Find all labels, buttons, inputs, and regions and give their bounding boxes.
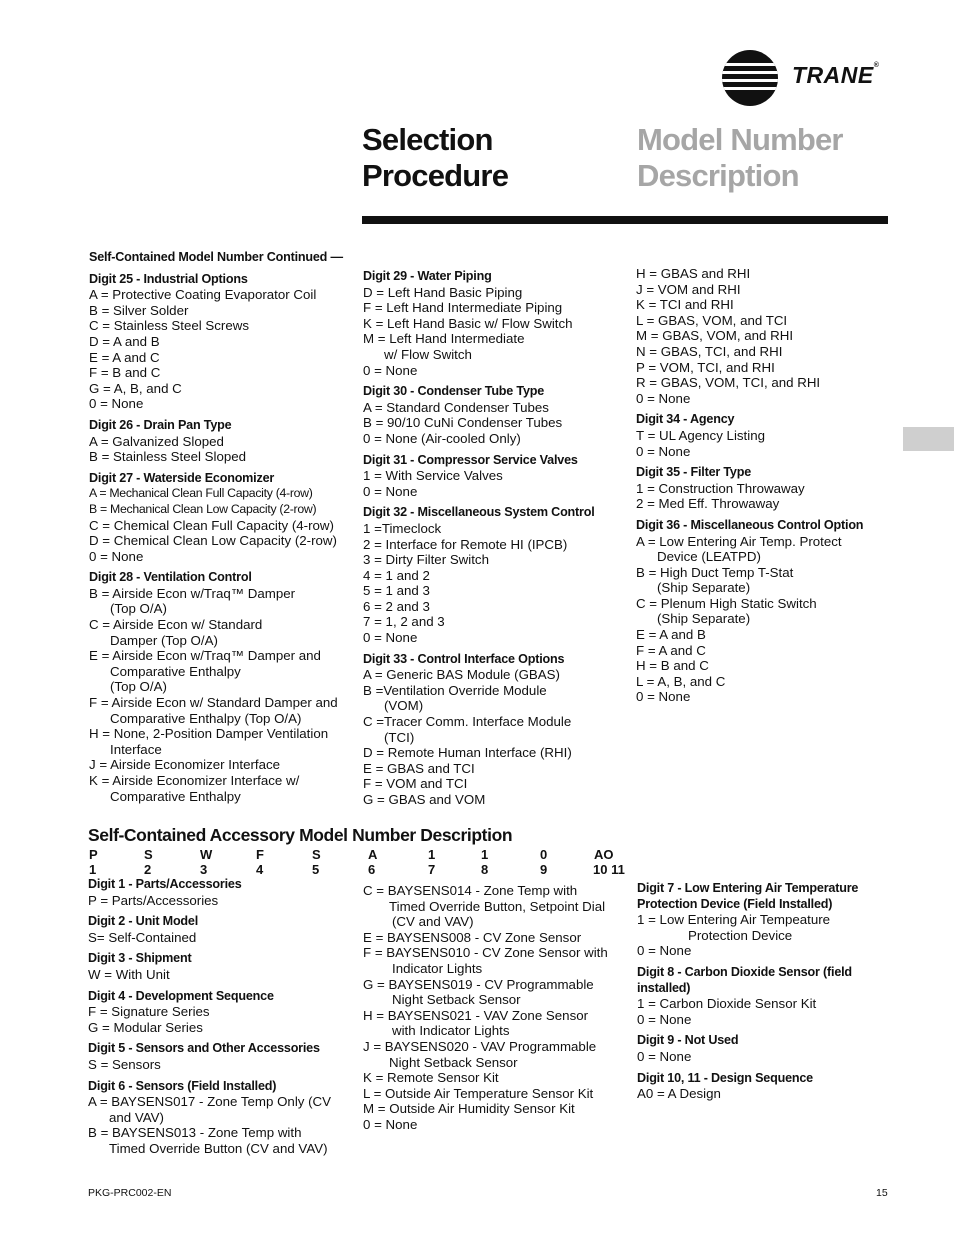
option-line: K = Left Hand Basic w/ Flow Switch [363,315,573,331]
page-title-model-number-description: Model Number Description [637,122,843,193]
model-code-letter: 1 [481,847,489,862]
digit-heading: Digit 26 - Drain Pan Type [89,417,232,432]
model-code-letter: P [89,847,98,862]
option-line: L = A, B, and C [636,673,726,689]
option-line: B = 90/10 CuNi Condenser Tubes [363,415,563,431]
footer-doc-id: PKG-PRC002-EN [88,1187,172,1199]
option-line: L = GBAS, VOM, and TCI [636,312,788,328]
digit-heading: Digit 31 - Compressor Service Valves [363,452,578,467]
option-line: 1 =Timeclock [363,520,442,536]
option-line: C = Stainless Steel Screws [89,318,249,334]
option-line: w/ Flow Switch [384,346,472,362]
accessory-section-title: Self-Contained Accessory Model Number Description [88,825,513,845]
option-line: Night Setback Sensor [392,992,521,1008]
option-line: F = Signature Series [88,1004,210,1020]
option-line: C =Tracer Comm. Interface Module [363,714,572,730]
option-line: A0 = A Design [637,1086,721,1102]
option-line: F = B and C [89,365,161,381]
section-tab-marker [903,427,954,451]
option-line: 1 = Carbon Dioxide Sensor Kit [637,996,817,1012]
option-line: 6 = 2 and 3 [363,598,430,614]
model-code-letter: AO [594,847,614,862]
option-line: Protection Device [688,927,793,943]
digit-heading: Digit 30 - Condenser Tube Type [363,384,545,399]
option-line: 3 = Dirty Filter Switch [363,552,489,568]
option-line: Indicator Lights [392,960,483,976]
trane-logo [722,50,892,106]
option-line: A = Mechanical Clean Full Capacity (4-row) [89,486,313,501]
digit-heading: Digit 6 - Sensors (Field Installed) [88,1078,277,1093]
option-line: R = GBAS, VOM, TCI, and RHI [636,375,821,391]
option-line: H = BAYSENS021 - VAV Zone Sensor [363,1007,589,1023]
option-line: Comparative Enthalpy [110,788,241,804]
option-line: (Ship Separate) [657,611,751,627]
option-line: 1 = Construction Throwaway [636,480,805,496]
option-line: K = Remote Sensor Kit [363,1070,499,1086]
option-line: G = GBAS and VOM [363,792,486,807]
option-line: P = Parts/Accessories [88,892,219,908]
option-line: 1 = Low Entering Air Tempeature [637,912,831,928]
digits-29-33-column [363,269,623,808]
option-line: 0 = None [363,483,418,499]
option-line: (VOM) [384,698,424,714]
option-line: 0 = None [636,689,691,705]
footer-page-number: 15 [876,1187,888,1199]
model-code-position: 5 [312,862,320,877]
option-line: H = GBAS and RHI [636,266,751,281]
digit-heading: Digit 10, 11 - Design Sequence [637,1070,813,1085]
model-code-position: 9 [540,862,548,877]
digit-heading: Digit 5 - Sensors and Other Accessories [88,1041,320,1056]
option-line: B = Stainless Steel Sloped [89,449,247,465]
model-code-position: 6 [368,862,376,877]
option-line: W = With Unit [88,966,170,982]
option-line: P = VOM, TCI, and RHI [636,359,775,375]
model-code-letter: S [312,847,321,862]
option-line: 7 = 1, 2 and 3 [363,614,445,630]
option-line: L = Outside Air Temperature Sensor Kit [363,1085,594,1101]
model-code-letter: F [256,847,264,862]
option-line: C = Airside Econ w/ Standard [89,617,263,633]
option-line: F = Left Hand Intermediate Piping [363,300,563,316]
digit-heading: Digit 25 - Industrial Options [89,271,248,286]
digit-heading: Digit 4 - Development Sequence [88,988,274,1003]
digit-heading-continued: installed) [637,980,691,995]
option-line: S = Sensors [88,1056,161,1072]
option-line: Comparative Enthalpy [110,663,241,679]
option-line: F = Airside Econ w/ Standard Damper and [89,695,338,711]
option-line: 0 = None [363,362,418,378]
option-line: D = A and B [89,333,160,349]
option-line: B = BAYSENS013 - Zone Temp with [88,1125,302,1141]
option-line: 0 = None [363,630,418,646]
option-line: A = Galvanized Sloped [89,433,224,449]
option-line: T = UL Agency Listing [636,427,765,443]
option-line: 2 = Interface for Remote HI (IPCB) [363,536,568,552]
model-code-position: 3 [200,862,208,877]
option-line: 0 = None [89,396,144,412]
option-line: (TCI) [384,729,415,745]
accessory-digits-7-11-column [637,881,897,1102]
option-line: Timed Override Button (CV and VAV) [109,1140,328,1156]
option-line: Interface [110,741,162,757]
option-line: 0 = None [363,1116,418,1132]
option-line: 2 = Med Eff. Throwaway [636,496,780,512]
option-line: E = A and B [636,627,706,643]
option-line: G = A, B, and C [89,380,182,396]
digit-heading: Digit 8 - Carbon Dioxide Sensor (field [637,964,852,979]
page-title-selection-procedure: Selection Procedure [362,122,509,193]
model-code-position: 7 [428,862,436,877]
option-line: F = A and C [636,642,706,658]
option-line: 0 = None [636,390,691,406]
option-line: G = Modular Series [88,1019,203,1035]
option-line: Comparative Enthalpy (Top O/A) [110,710,302,726]
model-code-letter: W [200,847,213,862]
option-line: (Ship Separate) [657,580,751,596]
option-line: M = GBAS, VOM, and RHI [636,328,794,344]
option-line: D = Chemical Clean Low Capacity (2-row) [89,533,337,549]
option-line: B = Silver Solder [89,302,189,318]
option-line: D = Remote Human Interface (RHI) [363,745,572,761]
option-line: J = VOM and RHI [636,281,741,297]
option-line: B = Airside Econ w/Traq™ Damper [89,585,296,601]
option-line: S= Self-Contained [88,929,197,945]
accessory-digit-6-continued-column [363,883,633,1133]
option-line: M = Left Hand Intermediate [363,331,525,347]
trane-wordmark: TRANE® [792,62,880,88]
digit-heading: Digit 27 - Waterside Economizer [89,470,275,485]
option-line: 1 = With Service Valves [363,468,503,484]
model-code-position: 4 [256,862,264,877]
option-line: 0 = None [636,443,691,459]
option-line: F = VOM and TCI [363,776,468,792]
option-line: (Top O/A) [110,601,167,617]
option-line: Damper (Top O/A) [110,632,218,648]
option-line: 0 = None [89,548,144,564]
option-line: M = Outside Air Humidity Sensor Kit [363,1101,575,1117]
option-line: with Indicator Lights [392,1023,510,1039]
model-code-letter: 1 [428,847,436,862]
digit-heading: Digit 1 - Parts/Accessories [88,877,242,891]
option-line: Device (LEATPD) [657,549,761,565]
option-line: K = Airside Economizer Interface w/ [89,773,300,788]
digit-heading: Digit 2 - Unit Model [88,914,199,929]
digits-25-28-column [89,250,359,804]
option-line: C = Chemical Clean Full Capacity (4-row) [89,517,334,533]
option-line: H = None, 2-Position Damper Ventilation [89,726,329,742]
digit-heading: Digit 29 - Water Piping [363,269,492,283]
option-line: A = Protective Coating Evaporator Coil [89,287,317,303]
option-line: Night Setback Sensor [389,1054,518,1070]
model-code-position: 2 [144,862,152,877]
option-line: J = BAYSENS020 - VAV Programmable [363,1038,597,1054]
model-code-position: 1 [89,862,97,877]
digit-heading: Digit 32 - Miscellaneous System Control [363,505,595,520]
model-code-letter: A [368,847,378,862]
option-line: A = Low Entering Air Temp. Protect [636,533,842,549]
option-line: F = BAYSENS010 - CV Zone Sensor with [363,945,608,961]
option-line: and VAV) [109,1109,164,1125]
option-line: (Top O/A) [110,679,167,695]
option-line: A = Standard Condenser Tubes [363,399,549,415]
digit-heading: Digit 3 - Shipment [88,951,192,966]
option-line: E = A and C [89,349,160,365]
header-rule [362,216,888,224]
option-line: 5 = 1 and 3 [363,583,430,599]
digit-heading: Digit 35 - Filter Type [636,465,752,480]
option-line: 4 = 1 and 2 [363,567,430,583]
option-line: C = BAYSENS014 - Zone Temp with [363,883,578,898]
option-line: A = Generic BAS Module (GBAS) [363,667,560,683]
option-line: G = BAYSENS019 - CV Programmable [363,976,594,992]
model-code-letter: S [144,847,153,862]
option-line: K = TCI and RHI [636,297,734,313]
option-line: 0 = None (Air-cooled Only) [363,430,521,446]
option-line: J = Airside Economizer Interface [89,757,281,773]
option-line: C = Plenum High Static Switch [636,595,817,611]
digit-heading: Digit 36 - Miscellaneous Control Option [636,517,864,532]
option-line: Timed Override Button, Setpoint Dial [389,898,606,914]
option-line: H = B and C [636,658,709,674]
option-line: E = BAYSENS008 - CV Zone Sensor [363,929,582,945]
model-code-position: 8 [481,862,489,877]
model-code-letter: 0 [540,847,548,862]
digit-heading: Digit 28 - Ventilation Control [89,570,252,585]
option-line: A = BAYSENS017 - Zone Temp Only (CV [88,1094,332,1110]
digit-heading: Digit 7 - Low Entering Air Temperature [637,881,859,895]
option-line: N = GBAS, TCI, and RHI [636,343,783,359]
option-line: 0 = None [637,943,692,959]
digit-heading: Digit 9 - Not Used [637,1033,739,1048]
option-line: D = Left Hand Basic Piping [363,284,523,300]
digit-heading: Digit 34 - Agency [636,412,735,427]
option-line: E = GBAS and TCI [363,760,475,776]
option-line: B =Ventilation Override Module [363,682,547,698]
trane-logo-mark [722,50,778,106]
option-line: 0 = None [637,1011,692,1027]
accessory-digits-1-6-column [88,877,358,1157]
model-code-position: 10 11 [593,862,625,877]
option-line: (CV and VAV) [392,914,474,930]
digits-33-36-column [636,266,896,705]
digit-heading-continued: Protection Device (Field Installed) [637,896,833,911]
continued-heading: Self-Contained Model Number Continued — [89,250,343,264]
option-line: B = Mechanical Clean Low Capacity (2-row) [89,501,317,516]
option-line: 0 = None [637,1048,692,1064]
option-line: E = Airside Econ w/Traq™ Damper and [89,648,321,664]
digit-heading: Digit 33 - Control Interface Options [363,651,565,666]
option-line: B = High Duct Temp T-Stat [636,564,794,580]
